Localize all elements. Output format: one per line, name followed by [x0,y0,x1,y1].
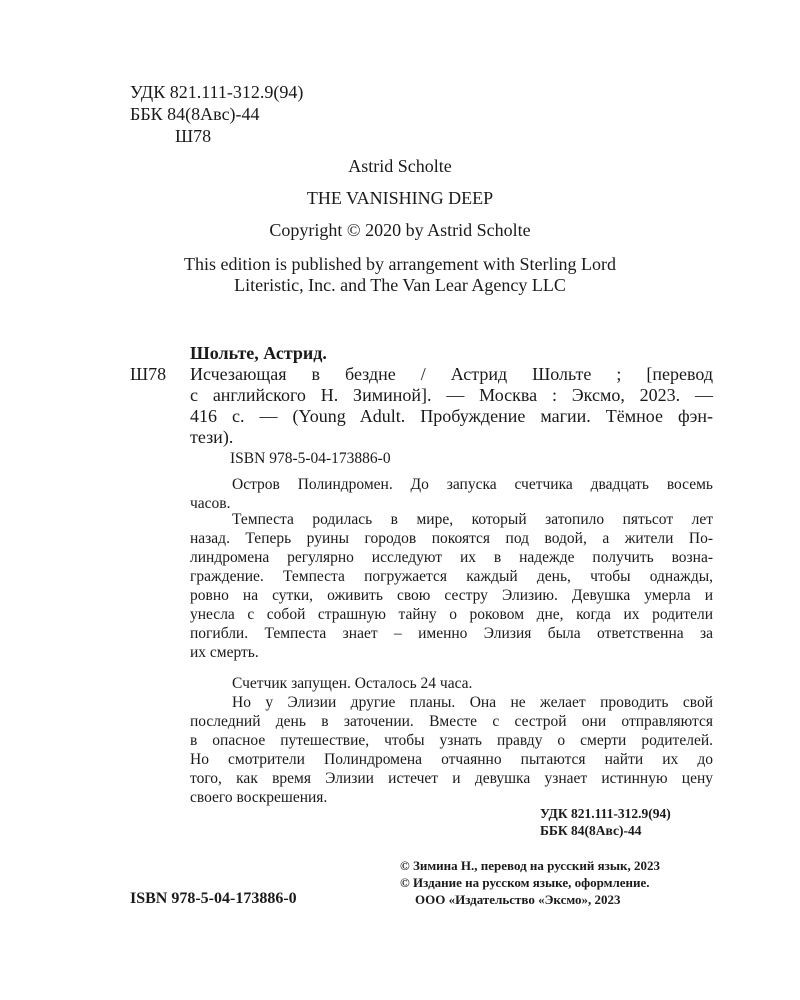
annotation-line: Остров Полиндромен. До запуска счетчика двадцать восемь [232,476,713,493]
annotation-line: Но смотрители Полиндромена отчаянно пытаются найти их до [190,751,713,768]
udk-code: УДК 821.111-312.9(94) [130,82,304,102]
footer-isbn: ISBN 978-5-04-173886-0 [130,890,297,907]
entry-description-line-4: тези). [190,427,234,447]
copyright-translation: © Зимина Н., перевод на русский язык, 2023 [400,858,660,873]
entry-isbn: ISBN 978-5-04-173886-0 [230,450,391,467]
entry-heading: Шольте, Астрид. [190,343,327,363]
entry-description-line-2: с английского Н. Зиминой]. — Москва : Эксмо, 2023. — [190,385,713,405]
annotation-line: своего воскрешения. [190,789,328,806]
annotation-line: линдромена регулярно исследуют их в надежде получить возна- [190,549,713,566]
annotation-line: Темпеста родилась в мире, который затопило пятьсот лет [232,511,713,528]
annotation-line: Но у Элизии другие планы. Она не желает проводить свой [232,694,713,711]
annotation-line: унесла с собой страшную тайну о роковом дне, когда их родители [190,606,713,623]
annotation-line: граждение. Темпеста погружается каждый день, чтобы однажды, [190,568,713,585]
copyright-design-line-1: © Издание на русском языке, оформление. [400,875,650,890]
annotation-line: назад. Теперь руины городов покоятся под водой, а жители По- [190,530,713,547]
original-author: Astrid Scholte [348,156,452,176]
annotation-line: в опасное путешествие, чтобы узнать правду о смерти родителей. [190,732,713,749]
bbk-code: ББК 84(8Авс)-44 [130,104,260,124]
annotation-line: того, как время Элизии истечет и девушка узнает истинную цену [190,770,713,787]
footer-bbk-code: ББК 84(8Авс)-44 [540,823,642,838]
edition-notice-line-1: This edition is published by arrangement with Sterling Lord [184,254,616,274]
original-copyright: Copyright © 2020 by Astrid Scholte [269,220,531,240]
copyright-design-line-2: ООО «Издательство «Эксмо», 2023 [415,892,621,907]
original-title: THE VANISHING DEEP [306,188,494,208]
entry-description-line-3: 416 с. — (Young Adult. Пробуждение магии. Тёмное фэн- [190,406,713,426]
annotation-line: часов. [190,495,231,512]
annotation-line: Счетчик запущен. Осталось 24 часа. [232,675,473,692]
edition-notice-line-2: Literistic, Inc. and The Van Lear Agency LLC [234,275,566,295]
entry-description-line-1: Исчезающая в бездне / Астрид Шольте ; [перевод [190,364,713,384]
annotation-line: погибли. Темпеста знает – именно Элизия была ответственна за [190,625,713,642]
annotation-line: ровно на сутки, оживить свою сестру Элизию. Девушка умерла и [190,587,713,604]
entry-mark: Ш78 [130,364,167,384]
author-mark: Ш78 [175,126,212,146]
annotation-line: последний день в заточении. Вместе с сестрой они отправляются [190,713,713,730]
annotation-line: их смерть. [190,644,259,661]
footer-udk-code: УДК 821.111-312.9(94) [540,806,671,821]
